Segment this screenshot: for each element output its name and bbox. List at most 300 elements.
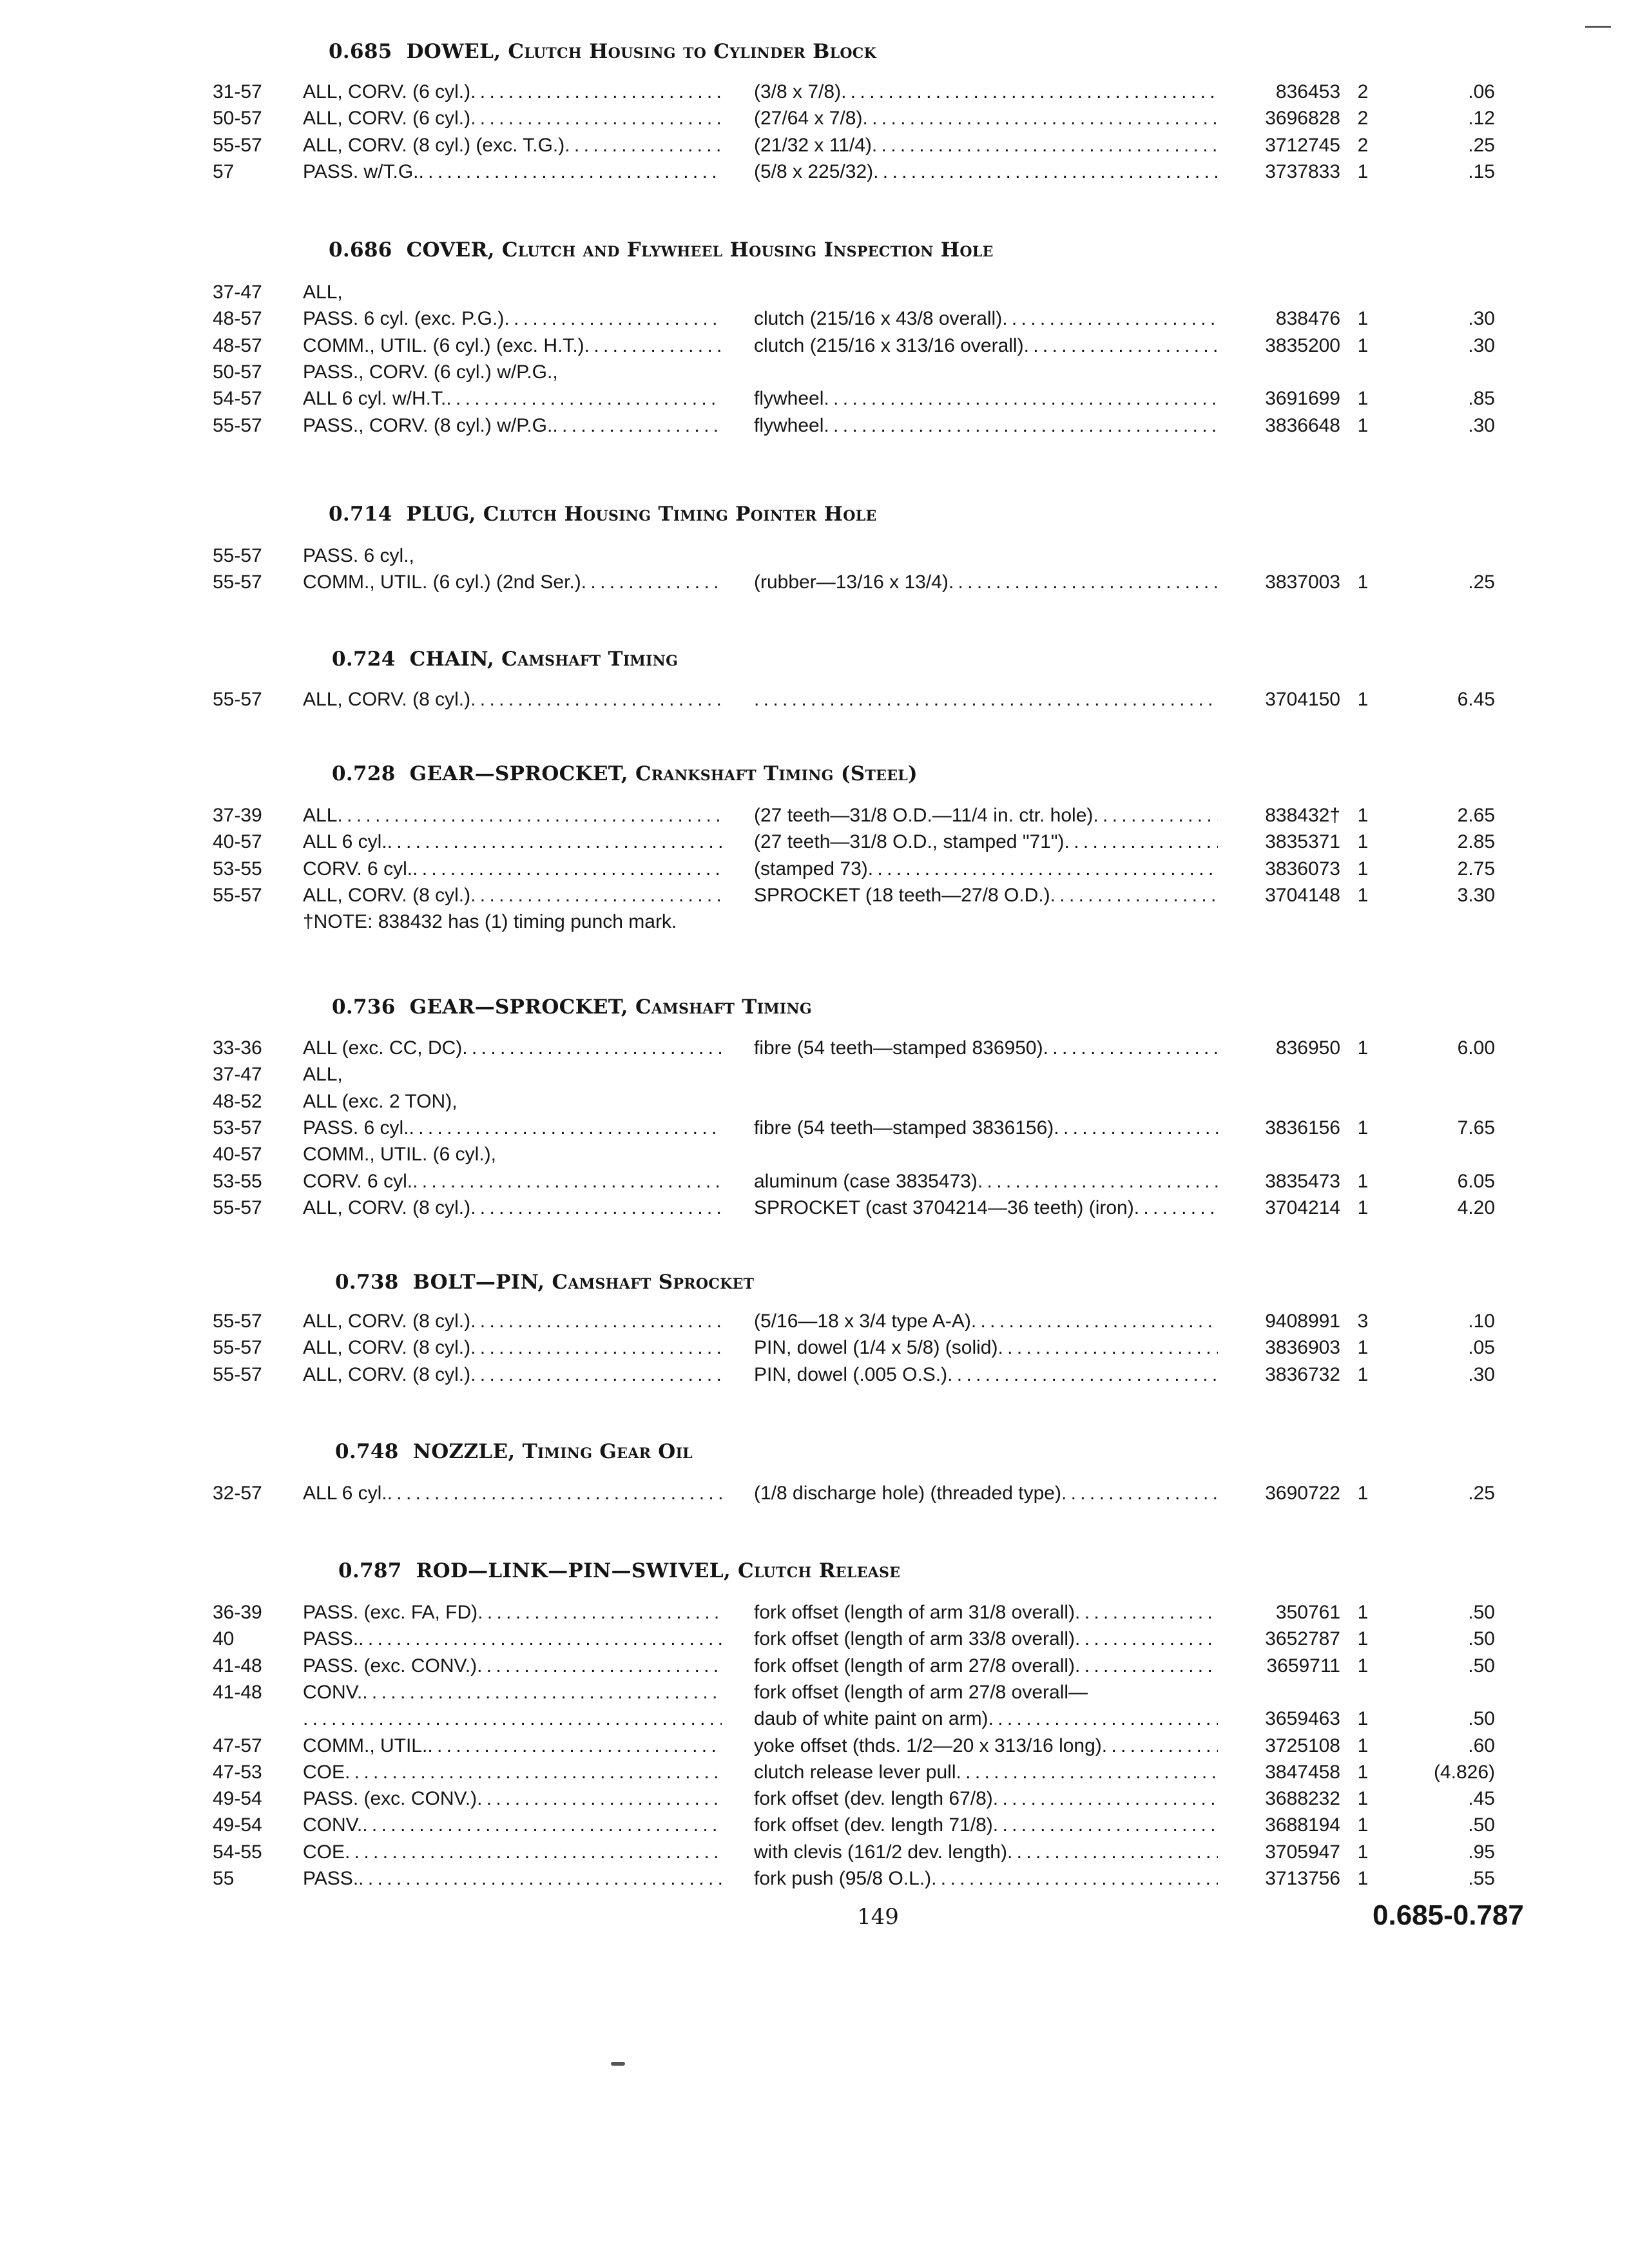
table-row <box>0 882 1629 908</box>
part-number: 3836648 <box>1265 414 1340 436</box>
leader-dots <box>362 1812 722 1838</box>
model-text: COMM., UTIL. (6 cyl.) (exc. H.T.) <box>303 334 584 356</box>
leader-dots <box>1050 882 1218 908</box>
table-row <box>0 856 1629 882</box>
model-cell <box>303 1168 722 1195</box>
year-range: 48-57 <box>213 308 262 330</box>
quantity: 1 <box>1357 1363 1369 1385</box>
year-range: 55 <box>213 1868 235 1889</box>
table-row <box>0 1599 1629 1626</box>
year-range: 50-57 <box>213 108 262 130</box>
description-text: fibre (54 teeth—stamped 836950) <box>754 1037 1043 1059</box>
year-range: 55-57 <box>213 1311 262 1332</box>
description-text: SPROCKET (18 teeth—27/8 O.D.) <box>754 884 1050 906</box>
table-row <box>0 1308 1629 1334</box>
price: .30 <box>1468 334 1495 356</box>
year-range: 41-48 <box>213 1655 262 1677</box>
section-code: 0.714 <box>329 503 392 526</box>
model-cell <box>303 1653 722 1679</box>
model-cell <box>303 1759 722 1785</box>
year-range: 49-54 <box>213 1788 262 1810</box>
year-range: 36-39 <box>213 1602 262 1623</box>
table-row <box>0 305 1629 332</box>
leader-dots <box>446 385 722 412</box>
model-cell <box>303 1088 722 1115</box>
year-range: 37-47 <box>213 1064 262 1086</box>
quantity: 1 <box>1357 1337 1369 1359</box>
model-cell <box>303 882 722 908</box>
year-range: 53-55 <box>213 858 262 879</box>
model-text: ALL, CORV. (8 cyl.) <box>303 1311 471 1332</box>
model-cell <box>303 105 722 131</box>
table-row <box>0 385 1629 412</box>
leader-dots <box>462 1035 722 1061</box>
description-text: yoke offset (thds. 1/2—20 x 313/16 long) <box>754 1735 1102 1756</box>
description-cell <box>754 305 1218 332</box>
bottom-center-mark <box>611 2062 625 2066</box>
quantity: 1 <box>1357 1196 1369 1218</box>
leader-dots <box>947 1361 1218 1388</box>
section-code: 0.748 <box>335 1440 399 1463</box>
section-title: DOWEL, Clutch Housing to Cylinder Block <box>406 40 877 63</box>
price: .15 <box>1468 160 1495 182</box>
table-row <box>0 1334 1629 1361</box>
price: .95 <box>1468 1841 1495 1863</box>
year-range: 53-57 <box>213 1117 262 1139</box>
quantity: 1 <box>1357 1788 1369 1810</box>
model-text: CORV. 6 cyl. <box>303 1170 413 1192</box>
description-cell <box>754 1626 1218 1652</box>
description-cell <box>754 1480 1218 1506</box>
year-range: 55-57 <box>213 414 262 436</box>
description-text: (27 teeth—31/8 O.D., stamped "71") <box>754 831 1065 853</box>
section-code: 0.686 <box>329 238 392 262</box>
description-cell <box>754 105 1218 131</box>
description-cell <box>754 332 1218 359</box>
description-cell <box>754 569 1218 595</box>
section-title: GEAR—SPROCKET, Camshaft Timing <box>409 995 812 1019</box>
section-heading <box>329 503 877 526</box>
model-text: ALL, CORV. (8 cyl.) <box>303 689 471 710</box>
table-row <box>0 1168 1629 1195</box>
description-text: (21/32 x 11/4) <box>754 134 872 156</box>
leader-dots <box>931 1865 1218 1892</box>
leader-dots <box>470 79 722 105</box>
model-text: PASS., CORV. (6 cyl.) w/P.G., <box>303 361 558 383</box>
leader-dots <box>470 105 722 131</box>
part-number: 3704214 <box>1265 1196 1340 1218</box>
description-cell <box>754 686 1218 713</box>
leader-dots <box>1054 1115 1218 1141</box>
description-cell <box>754 1653 1218 1679</box>
table-row <box>0 1785 1629 1812</box>
model-text: PASS. 6 cyl., <box>303 545 414 566</box>
part-number: 3737833 <box>1265 160 1340 182</box>
part-number: 838476 <box>1275 308 1340 330</box>
price: .50 <box>1468 1602 1495 1623</box>
description-text: clutch (215/16 x 43/8 overall) <box>754 308 1003 330</box>
model-cell <box>303 1141 722 1168</box>
leader-dots <box>552 412 722 439</box>
description-text: fork offset (length of arm 27/8 overall) <box>754 1655 1075 1677</box>
description-text: clutch release lever pull <box>754 1761 956 1783</box>
leader-dots <box>1007 1839 1218 1865</box>
part-number: 3652787 <box>1265 1628 1340 1650</box>
model-cell <box>303 132 722 159</box>
year-range: 47-53 <box>213 1761 262 1783</box>
year-range: 55-57 <box>213 1337 262 1359</box>
model-text: ALL, CORV. (8 cyl.) <box>303 1337 471 1359</box>
description-cell <box>754 1599 1218 1626</box>
part-number: 3835371 <box>1265 831 1340 853</box>
description-text: fork offset (length of arm 31/8 overall) <box>754 1602 1075 1623</box>
description-cell <box>754 882 1218 908</box>
description-cell <box>754 1785 1218 1812</box>
leader-dots <box>754 686 1218 713</box>
model-text: PASS. 6 cyl. <box>303 1117 409 1139</box>
model-text: PASS. 6 cyl. (exc. P.G.) <box>303 308 505 330</box>
model-text: COMM., UTIL. (6 cyl.), <box>303 1144 496 1166</box>
model-cell <box>303 1599 722 1626</box>
part-number: 836453 <box>1275 81 1340 102</box>
page-range: 0.685-0.787 <box>1373 1899 1524 1931</box>
leader-dots <box>971 1308 1218 1334</box>
price: 3.30 <box>1457 884 1495 906</box>
description-cell <box>754 856 1218 882</box>
quantity: 1 <box>1357 689 1369 710</box>
section-heading <box>329 238 994 262</box>
table-row <box>0 1141 1629 1168</box>
leader-dots <box>345 1759 722 1785</box>
price: .25 <box>1468 572 1495 593</box>
leader-dots <box>419 159 722 185</box>
part-number: 3690722 <box>1265 1483 1340 1504</box>
price: 6.45 <box>1457 689 1495 710</box>
section-title: NOZZLE, Timing Gear Oil <box>412 1440 693 1463</box>
model-cell <box>303 1361 722 1388</box>
part-number: 3659463 <box>1265 1708 1340 1730</box>
year-range: 50-57 <box>213 361 262 383</box>
description-cell <box>754 1733 1218 1759</box>
price: .50 <box>1468 1708 1495 1730</box>
section-code: 0.685 <box>329 40 392 63</box>
price: .50 <box>1468 1814 1495 1836</box>
leader-dots <box>337 802 722 829</box>
description-text: flywheel <box>754 388 824 410</box>
model-cell <box>303 1733 722 1759</box>
section-heading <box>329 40 876 63</box>
model-cell <box>303 686 722 713</box>
table-row <box>0 1115 1629 1141</box>
quantity: 1 <box>1357 1655 1369 1677</box>
model-text: COMM., UTIL. <box>303 1735 428 1756</box>
leader-dots <box>412 1168 722 1195</box>
leader-dots <box>872 132 1218 159</box>
part-number: 3836156 <box>1265 1117 1340 1139</box>
model-text: CORV. 6 cyl. <box>303 858 413 879</box>
model-text: ALL (exc. 2 TON), <box>303 1090 458 1112</box>
table-row <box>0 569 1629 595</box>
description-cell <box>754 1195 1218 1221</box>
leader-dots <box>477 1653 722 1679</box>
price: .30 <box>1468 414 1495 436</box>
leader-dots <box>477 1785 722 1812</box>
table-row <box>0 1679 1629 1706</box>
price: .50 <box>1468 1628 1495 1650</box>
model-cell <box>303 305 722 332</box>
leader-dots <box>978 1168 1218 1195</box>
leader-dots <box>988 1706 1218 1732</box>
quantity: 1 <box>1357 805 1369 826</box>
price: .06 <box>1468 81 1495 102</box>
model-text: ALL, CORV. (8 cyl.) <box>303 1363 471 1385</box>
price: .25 <box>1468 1483 1495 1504</box>
part-number: 836950 <box>1275 1037 1340 1059</box>
price: .30 <box>1468 308 1495 330</box>
section-heading <box>335 1271 754 1294</box>
table-row <box>0 79 1629 105</box>
part-number: 3836732 <box>1265 1363 1340 1385</box>
model-text: COMM., UTIL. (6 cyl.) (2nd Ser.) <box>303 572 581 593</box>
model-cell <box>303 829 722 855</box>
leader-dots <box>1002 305 1218 332</box>
leader-dots <box>1024 332 1218 359</box>
year-range: 40-57 <box>213 831 262 853</box>
price: .25 <box>1468 134 1495 156</box>
description-cell <box>754 1759 1218 1785</box>
model-text: ALL, <box>303 1064 343 1086</box>
year-range: 55-57 <box>213 884 262 906</box>
description-text: (5/16—18 x 3/4 type A-A) <box>754 1311 971 1332</box>
table-row <box>0 686 1629 713</box>
part-number: 3688232 <box>1265 1788 1340 1810</box>
leader-dots <box>409 1115 722 1141</box>
description-text: flywheel <box>754 414 824 436</box>
part-number: 3836073 <box>1265 858 1340 879</box>
table-row <box>0 1759 1629 1785</box>
leader-dots <box>1093 802 1218 829</box>
model-cell <box>303 359 722 385</box>
model-cell <box>303 1480 722 1506</box>
model-cell <box>303 1839 722 1865</box>
price: 4.20 <box>1457 1196 1495 1218</box>
model-cell <box>303 1706 722 1732</box>
model-text: ALL <box>303 805 338 826</box>
table-row <box>0 1061 1629 1088</box>
model-text: ALL (exc. CC, DC) <box>303 1037 463 1059</box>
model-text: COE <box>303 1841 345 1863</box>
part-number: 838432† <box>1265 805 1340 826</box>
year-range: 40 <box>213 1628 235 1650</box>
quantity: 2 <box>1357 108 1369 130</box>
model-text: ALL, CORV. (6 cyl.) <box>303 108 471 130</box>
price: .45 <box>1468 1788 1495 1810</box>
table-row <box>0 543 1629 569</box>
description-cell <box>754 802 1218 829</box>
leader-dots <box>412 856 722 882</box>
year-range: 57 <box>213 160 235 182</box>
leader-dots <box>581 569 722 595</box>
quantity: 1 <box>1357 1483 1369 1504</box>
model-text: ALL, CORV. (8 cyl.) <box>303 1196 471 1218</box>
section-code: 0.728 <box>332 762 396 785</box>
leader-dots <box>949 569 1218 595</box>
quantity: 2 <box>1357 81 1369 102</box>
leader-dots <box>873 159 1218 185</box>
model-cell <box>303 332 722 359</box>
year-range: 55-57 <box>213 545 262 566</box>
description-cell <box>754 1168 1218 1195</box>
leader-dots <box>862 105 1218 131</box>
part-number: 3837003 <box>1265 572 1340 593</box>
price: .12 <box>1468 108 1495 130</box>
description-text: with clevis (161/2 dev. length) <box>754 1841 1007 1863</box>
leader-dots <box>1075 1599 1218 1626</box>
table-row <box>0 1480 1629 1506</box>
description-text: fork offset (dev. length 71/8) <box>754 1814 993 1836</box>
model-cell <box>303 159 722 185</box>
table-row <box>0 279 1629 305</box>
part-number: 3691699 <box>1265 388 1340 410</box>
year-range: 37-47 <box>213 282 262 303</box>
description-cell <box>754 1115 1218 1141</box>
section-heading <box>332 995 812 1019</box>
table-row <box>0 1706 1629 1732</box>
price: 2.75 <box>1457 858 1495 879</box>
description-text: (5/8 x 225/32) <box>754 160 874 182</box>
year-range: 47-57 <box>213 1735 262 1756</box>
model-cell <box>303 1308 722 1334</box>
year-range: 54-55 <box>213 1841 262 1863</box>
leader-dots <box>358 1865 722 1892</box>
description-text: daub of white paint on arm) <box>754 1708 988 1730</box>
quantity: 3 <box>1357 1311 1369 1332</box>
description-text: (3/8 x 7/8) <box>754 81 842 102</box>
section-title: COVER, Clutch and Flywheel Housing Inspection Hole <box>406 238 994 262</box>
price: .30 <box>1468 1363 1495 1385</box>
leader-dots <box>303 1706 722 1732</box>
quantity: 1 <box>1357 308 1369 330</box>
part-number: 3688194 <box>1265 1814 1340 1836</box>
part-number: 3836903 <box>1265 1337 1340 1359</box>
year-range: 40-57 <box>213 1144 262 1166</box>
leader-dots <box>470 1308 722 1334</box>
model-text: CONV. <box>303 1814 363 1836</box>
section-code: 0.724 <box>332 648 396 671</box>
price: .55 <box>1468 1868 1495 1889</box>
model-cell <box>303 543 722 569</box>
leader-dots <box>998 1334 1218 1361</box>
model-text: PASS. (exc. CONV.) <box>303 1655 477 1677</box>
model-text: ALL 6 cyl. w/H.T. <box>303 388 447 410</box>
section-heading <box>332 762 918 785</box>
quantity: 1 <box>1357 858 1369 879</box>
table-row <box>0 1812 1629 1838</box>
quantity: 1 <box>1357 414 1369 436</box>
leader-dots <box>387 829 722 855</box>
year-range: 48-52 <box>213 1090 262 1112</box>
leader-dots <box>387 1480 722 1506</box>
leader-dots <box>1075 1626 1218 1652</box>
leader-dots <box>470 1334 722 1361</box>
description-text: fork offset (length of arm 27/8 overall— <box>754 1681 1088 1703</box>
table-row <box>0 1865 1629 1892</box>
description-text: (rubber—13/16 x 13/4) <box>754 572 949 593</box>
quantity: 1 <box>1357 1708 1369 1730</box>
price: 6.00 <box>1457 1037 1495 1059</box>
price: .85 <box>1468 388 1495 410</box>
section-code: 0.738 <box>335 1271 399 1294</box>
year-range: 55-57 <box>213 134 262 156</box>
leader-dots <box>993 1785 1218 1812</box>
table-row <box>0 412 1629 439</box>
leader-dots <box>358 1626 722 1652</box>
leader-dots <box>1102 1733 1218 1759</box>
model-cell <box>303 569 722 595</box>
model-cell <box>303 385 722 412</box>
quantity: 1 <box>1357 1868 1369 1889</box>
description-text: fork offset (length of arm 33/8 overall) <box>754 1628 1075 1650</box>
model-text: CONV. <box>303 1681 363 1703</box>
table-row <box>0 1626 1629 1652</box>
leader-dots <box>584 332 722 359</box>
quantity: 1 <box>1357 1037 1369 1059</box>
section-title: ROD—LINK—PIN—SWIVEL, Clutch Release <box>416 1559 901 1582</box>
model-cell <box>303 802 722 829</box>
model-text: ALL 6 cyl. <box>303 831 387 853</box>
description-cell <box>754 79 1218 105</box>
part-number: 350761 <box>1275 1602 1340 1623</box>
price: (4.826) <box>1433 1761 1495 1783</box>
price: 2.65 <box>1457 805 1495 826</box>
model-cell <box>303 1035 722 1061</box>
section-code: 0.736 <box>332 995 396 1019</box>
quantity: 1 <box>1357 388 1369 410</box>
table-row <box>0 132 1629 159</box>
leader-dots <box>993 1812 1218 1838</box>
model-cell <box>303 412 722 439</box>
price: .05 <box>1468 1337 1495 1359</box>
section-title: PLUG, Clutch Housing Timing Pointer Hole <box>406 503 877 526</box>
model-text: PASS. <box>303 1628 359 1650</box>
leader-dots <box>362 1679 722 1706</box>
description-cell <box>754 1334 1218 1361</box>
description-cell <box>754 1839 1218 1865</box>
section-code: 0.787 <box>338 1559 402 1582</box>
section-heading <box>332 648 678 671</box>
year-range: 33-36 <box>213 1037 262 1059</box>
description-text: PIN, dowel (1/4 x 5/8) (solid) <box>754 1337 998 1359</box>
part-number: 3725108 <box>1265 1735 1340 1756</box>
section-heading <box>338 1559 900 1582</box>
year-range: 55-57 <box>213 1363 262 1385</box>
description-text: (27/64 x 7/8) <box>754 108 863 130</box>
year-range: 32-57 <box>213 1483 262 1504</box>
quantity: 1 <box>1357 1117 1369 1139</box>
quantity: 1 <box>1357 334 1369 356</box>
leader-dots <box>477 1599 722 1626</box>
year-range: 41-48 <box>213 1681 262 1703</box>
year-range: 55-57 <box>213 1196 262 1218</box>
description-text: SPROCKET (cast 3704214—36 teeth) (iron) <box>754 1196 1134 1218</box>
description-cell <box>754 1865 1218 1892</box>
description-cell <box>754 1035 1218 1061</box>
leader-dots <box>868 856 1218 882</box>
description-cell <box>754 1812 1218 1838</box>
leader-dots <box>1043 1035 1218 1061</box>
model-text: PASS. <box>303 1868 359 1889</box>
table-row <box>0 1088 1629 1115</box>
